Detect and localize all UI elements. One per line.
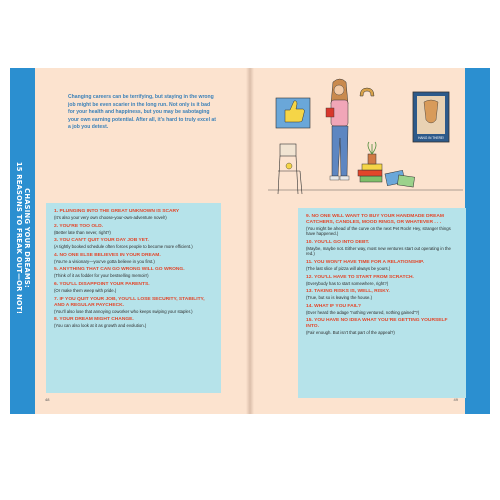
list-item — [306, 304, 458, 315]
item-heading: 7. IF YOU QUIT YOUR JOB, YOU’LL LOSE SECURITY, STABILITY, AND A REGULAR PAYCHECK. — [54, 296, 205, 308]
item-note: (You can also look at it as growth and evolution.) — [54, 323, 147, 329]
item-heading: 2. YOU’RE TOO OLD. — [54, 223, 104, 229]
illustration — [268, 76, 463, 206]
item-heading: 14. WHAT IF YOU FAIL? — [306, 303, 361, 309]
list-item — [54, 317, 213, 328]
leaning-books-icon — [385, 170, 415, 187]
item-heading: 12. YOU’LL HAVE TO START FROM SCRATCH. — [306, 274, 414, 280]
book-gutter — [246, 68, 254, 414]
list-item — [306, 240, 458, 257]
intro-paragraph: Changing careers can be terrifying, but staying in the wrong job might be even scarier in the long run. Not only is it bad for your health and happiness, but you may be sabotaging your own earning potential. After all, it’s hard to truly excel at a job you detest. — [68, 94, 216, 131]
chapter-title — [12, 163, 34, 313]
list-item — [54, 238, 213, 249]
item-note: (You’re a visionary—you’ve gotta believe in you first.) — [54, 258, 155, 264]
list-item — [306, 289, 458, 300]
item-note: (True, but so is leaving the house.) — [306, 295, 372, 301]
item-note: (A tightly booked schedule often forces people to become more efficient.) — [54, 244, 193, 250]
poster-caption: HANG IN THERE! — [418, 136, 444, 140]
list-item — [306, 260, 458, 271]
cat-poster-icon — [413, 92, 449, 142]
item-note: (It’s also your very own choose-your-own-adventure novel!) — [54, 215, 167, 220]
list-item — [306, 214, 458, 237]
item-heading: 3. YOU CAN’T QUIT YOUR DAY JOB YET. — [54, 238, 149, 244]
page-number-left: 48 — [45, 397, 50, 402]
item-heading: 13. TAKING RISKS IS, WELL, RISKY. — [306, 289, 390, 295]
list-item — [306, 275, 458, 286]
item-note: (Maybe, maybe not. Either way, most new ventures start out operating in the red.) — [306, 246, 451, 257]
item-note: (Fair enough. But isn’t that part of the appeal?) — [306, 330, 395, 336]
list-item — [54, 282, 213, 293]
list-item — [54, 224, 213, 235]
chapter-title-line-1: CHASING YOUR DREAMS: — [23, 188, 32, 288]
item-note: (The last slice of pizza will always be yours.) — [306, 266, 391, 271]
item-heading: 5. ANYTHING THAT CAN GO WRONG WILL GO WRONG. — [54, 267, 185, 273]
left-page — [10, 68, 250, 414]
list-item — [306, 318, 458, 335]
reasons-list-right — [298, 208, 466, 398]
item-note: (You’ll also lose that annoying coworker who keeps swiping your stapler.) — [54, 308, 193, 314]
item-note: (Everybody has to start somewhere, right?) — [306, 280, 389, 286]
item-heading: 4. NO ONE ELSE BELIEVES IN YOUR DREAM. — [54, 252, 161, 258]
smiley-ball-icon — [286, 163, 292, 169]
list-item — [54, 267, 213, 278]
item-heading: 10. YOU’LL GO INTO DEBT. — [306, 240, 370, 245]
right-blue-band — [465, 68, 490, 414]
item-heading: 1. PLUNGING INTO THE GREAT UNKNOWN IS SCARY — [54, 209, 180, 214]
chapter-title-line-2: 15 REASONS TO FREAK OUT—OR NOT! — [15, 161, 24, 315]
item-note: (Ever heard the adage “nothing ventured, nothing gained”?) — [306, 309, 420, 315]
book-spread — [10, 68, 490, 414]
page-number-right: 49 — [453, 397, 458, 402]
item-heading: 8. YOUR DREAM MIGHT CHANGE. — [54, 317, 134, 323]
item-note: (You might be ahead of the curve on the next Pet Rock! Hey, stranger things have happened.) — [306, 226, 451, 237]
right-page — [250, 68, 490, 414]
person-figure — [326, 79, 349, 180]
item-heading: 15. YOU HAVE NO IDEA WHAT YOU’RE GETTING YOURSELF INTO. — [306, 318, 448, 330]
list-item — [54, 209, 213, 220]
item-note: (Or make them weep with pride.) — [54, 287, 117, 293]
item-note: (Think of it as fodder for your bestselling memoir!) — [54, 273, 149, 279]
item-note: (Better late than never, right?) — [54, 229, 111, 235]
horseshoe-icon — [360, 88, 374, 96]
reasons-list-left — [46, 203, 221, 393]
book-stack-icon — [358, 142, 382, 182]
item-heading: 9. NO ONE WILL WANT TO BUY YOUR HANDMADE DREAM CATCHERS, CANDLES, MOOD RINGS, OR WHATEVER . . . — [306, 214, 444, 225]
thumbs-up-poster-icon — [276, 98, 310, 128]
item-heading: 6. YOU’LL DISAPPOINT YOUR PARENTS. — [54, 281, 150, 287]
item-heading: 11. YOU WON’T HAVE TIME FOR A RELATIONSHIP. — [306, 260, 425, 265]
list-item — [54, 297, 213, 314]
list-item — [54, 253, 213, 264]
